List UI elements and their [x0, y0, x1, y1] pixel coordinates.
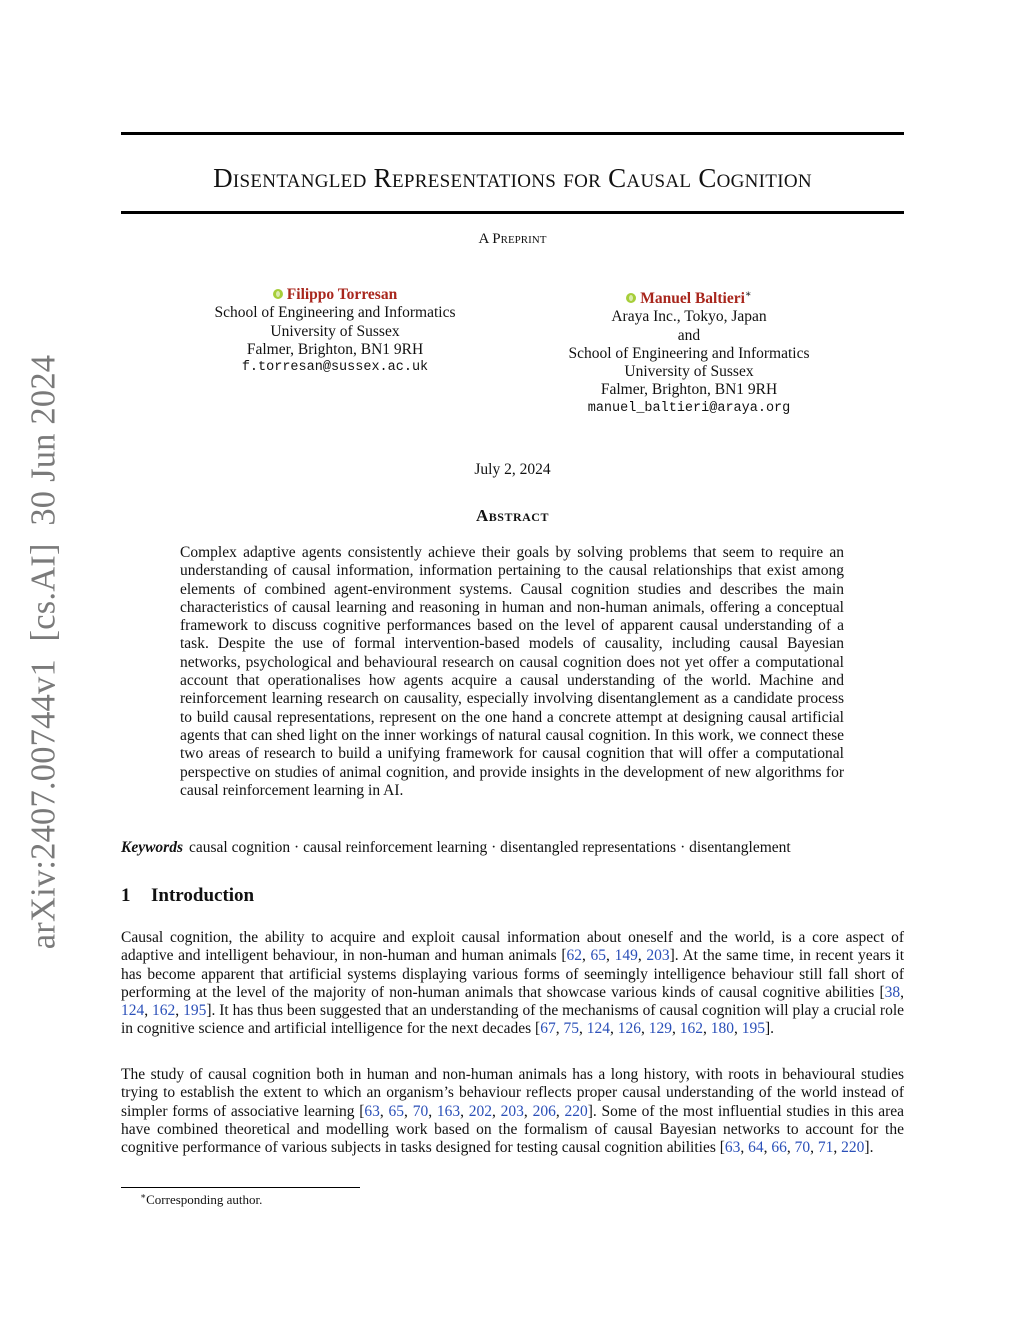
keywords-label: Keywords	[121, 839, 183, 856]
arxiv-stamp-text[interactable]: arXiv:2407.00744v1 [cs.AI] 30 Jun 2024	[24, 354, 63, 950]
keywords-text: causal cognition · causal reinforcement learning · disentangled representations · disentanglement	[189, 839, 791, 856]
citation-link[interactable]: 63	[724, 1139, 741, 1157]
paragraph-text: ].	[864, 1139, 874, 1157]
citation-link[interactable]: 63	[364, 1102, 380, 1120]
author-affiliation-line: and	[677, 326, 701, 344]
author-name-1[interactable]: Filippo Torresan	[286, 286, 398, 303]
abstract-heading: Abstract	[476, 506, 549, 525]
corresponding-marker[interactable]: ∗	[744, 289, 752, 300]
title-top-rule	[121, 132, 904, 135]
citation-link[interactable]: 71	[817, 1139, 834, 1157]
citation-link[interactable]: 67	[540, 1020, 556, 1038]
preprint-label: A Preprint	[478, 231, 547, 247]
citation-link[interactable]: 203	[646, 947, 670, 965]
author-email-1[interactable]: f.torresan@sussex.ac.uk	[241, 360, 429, 376]
citation-link[interactable]: 70	[794, 1139, 811, 1157]
citation-link[interactable]: 65	[388, 1102, 405, 1120]
citation-link[interactable]: 62	[566, 947, 582, 965]
paper-title: Disentangled Representations for Causal Cognition	[213, 163, 812, 193]
author-block-1	[185, 286, 485, 377]
author-affiliation-line: Falmer, Brighton, BN1 9RH	[246, 340, 424, 358]
citation-link[interactable]: 180	[710, 1020, 734, 1038]
citation-link[interactable]: 64	[748, 1139, 764, 1157]
citation-link[interactable]: 126	[617, 1020, 641, 1038]
paragraph-text: ].	[764, 1020, 774, 1038]
paragraph-text: Causal cognition, the ability to acquire and exploit causal information about oneself and the world, is a core aspect of adaptive and intelligent behaviour, in non-human and human animals [	[121, 929, 904, 965]
footnote-marker: ∗	[140, 1191, 147, 1201]
author-name-2[interactable]: Manuel Baltieri	[640, 290, 745, 307]
footnote	[140, 1191, 262, 1208]
citation-link[interactable]: 66	[771, 1139, 787, 1157]
intro-paragraph-2: The study of causal cognition both in human and non-human animals has a long history, with roots in behavioural studies trying to establish the extent to which an organism’s behaviour reflects proper causal understanding of the world instead of simpler forms of associative learning [63, 65, 70, 163, 202, 203, 206, 220]. Some of the most influential studies in this area have combined theoretical and modelling work based on the formalism of causal Bayesian networks to account for the cognitive performance of various subjects in tasks designed for testing causal cognition abilities [63, 64, 66, 70, 71, 220].	[121, 1066, 905, 1157]
author-affiliation-line: School of Engineering and Informatics	[214, 304, 456, 322]
citation-link[interactable]: 203	[500, 1102, 524, 1120]
citation-link[interactable]: 124	[121, 1002, 145, 1020]
citation-link[interactable]: 129	[648, 1020, 672, 1038]
paragraph-text: ]. It has thus been suggested that an understanding of the mechanisms of causal cognition will play a crucial role in cognitive science and artificial intelligence for the next decades [	[121, 1002, 905, 1038]
citation-link[interactable]: 149	[614, 947, 638, 965]
orcid-icon[interactable]	[273, 289, 283, 299]
orcid-icon[interactable]	[626, 293, 636, 303]
abstract-text: Complex adaptive agents consistently achieve their goals by solving problems that seem to require an understanding of causal information, information pertaining to the causal relationships that exist among elements of combined agent-environment systems. Causal cognition studies and describes the main characteristics of causal learning and reasoning in human and non-human animals, offering a conceptual framework to discuss cognitive performances based on the level of apparent causal understanding of a task. Despite the use of formal intervention-based models of causality, including causal Bayesian networks, psychological and behavioural research on causal cognition does not yet offer a computational account that operationalises how agents acquire a causal understanding of the world. Machine and reinforcement learning research on causality, especially involving disentanglement as a candidate process to build causal representations, represent on the one hand a concrete attempt at designing causal artificial agents that can shed light on the inner workings of natural causal cognition. In this work, we connect these two areas of research to build a unifying framework for causal cognition that will offer a computational perspective on studies of animal cognition, and provide insights in the development of new algorithms for causal reinforcement learning in AI.	[180, 544, 844, 799]
citation-link[interactable]: 38	[884, 983, 901, 1001]
author-affiliation-line: School of Engineering and Informatics	[568, 344, 810, 362]
citation-link[interactable]: 70	[412, 1102, 429, 1120]
citation-link[interactable]: 162	[679, 1020, 703, 1038]
author-block-2	[539, 286, 839, 418]
paragraph-text: ]. Some of the most influential studies in this area have combined theoretical and modelling work based on the formalism of causal Bayesian networks to account for the cognitive performance of various subjects in tasks designed for testing causal cognition abilities [	[121, 1102, 905, 1157]
title-bottom-rule	[121, 211, 904, 214]
author-affiliation-line: University of Sussex	[270, 322, 400, 340]
paragraph-text: ]. At the same time, in recent years it has become apparent that artificial systems displaying various forms of seemingly intelligence behaviour still fall short of performing at the level of the majority of non-human animals that showcase various kinds of causal cognitive abilities [	[121, 947, 905, 1001]
citation-link[interactable]: 195	[183, 1002, 207, 1020]
citation-link[interactable]: 220	[841, 1139, 865, 1157]
author-affiliation-line: Falmer, Brighton, BN1 9RH	[600, 381, 778, 399]
footnote-text: Corresponding author.	[146, 1192, 263, 1207]
section-title: Introduction	[151, 885, 255, 906]
paragraph-text: The study of causal cognition both in human and non-human animals has a long history, with roots in behavioural studies trying to establish the extent to which an organism’s behaviour reflects proper causal understanding of the world instead of simpler forms of associative learning [	[121, 1066, 904, 1120]
section-heading	[121, 885, 254, 907]
publication-date: July 2, 2024	[474, 461, 551, 478]
citation-link[interactable]: 206	[532, 1102, 556, 1120]
citation-link[interactable]: 220	[564, 1102, 588, 1120]
citation-link[interactable]: 195	[741, 1020, 765, 1038]
author-affiliation-line: University of Sussex	[624, 363, 754, 381]
citation-link[interactable]: 162	[152, 1002, 176, 1020]
citation-link[interactable]: 202	[468, 1102, 493, 1120]
citation-link[interactable]: 75	[563, 1020, 579, 1038]
citation-link[interactable]: 163	[436, 1102, 461, 1120]
footnote-rule	[121, 1187, 360, 1188]
section-number: 1	[121, 885, 131, 906]
citation-link[interactable]: 124	[586, 1020, 610, 1038]
author-email-2[interactable]: manuel_baltieri@araya.org	[587, 400, 791, 416]
citation-link[interactable]: 65	[590, 947, 607, 965]
keywords-line	[121, 839, 904, 857]
author-affiliation-line: Araya Inc., Tokyo, Japan	[611, 308, 767, 326]
intro-paragraph-1: Causal cognition, the ability to acquire and exploit causal information about oneself and the world, is a core aspect of adaptive and intelligent behaviour, in non-human and human animals [62, 65, 149, 203]. At the same time, in recent years it has become apparent that artificial systems displaying various forms of seemingly intelligence behaviour still fall short of performing at the level of the majority of non-human animals that showcase various kinds of causal cognitive abilities [38, 124, 162, 195]. It has thus been suggested that an understanding of the mechanisms of causal cognition will play a crucial role in cognitive science and artificial intelligence for the next decades [67, 75, 124, 126, 129, 162, 180, 195].	[121, 929, 905, 1038]
